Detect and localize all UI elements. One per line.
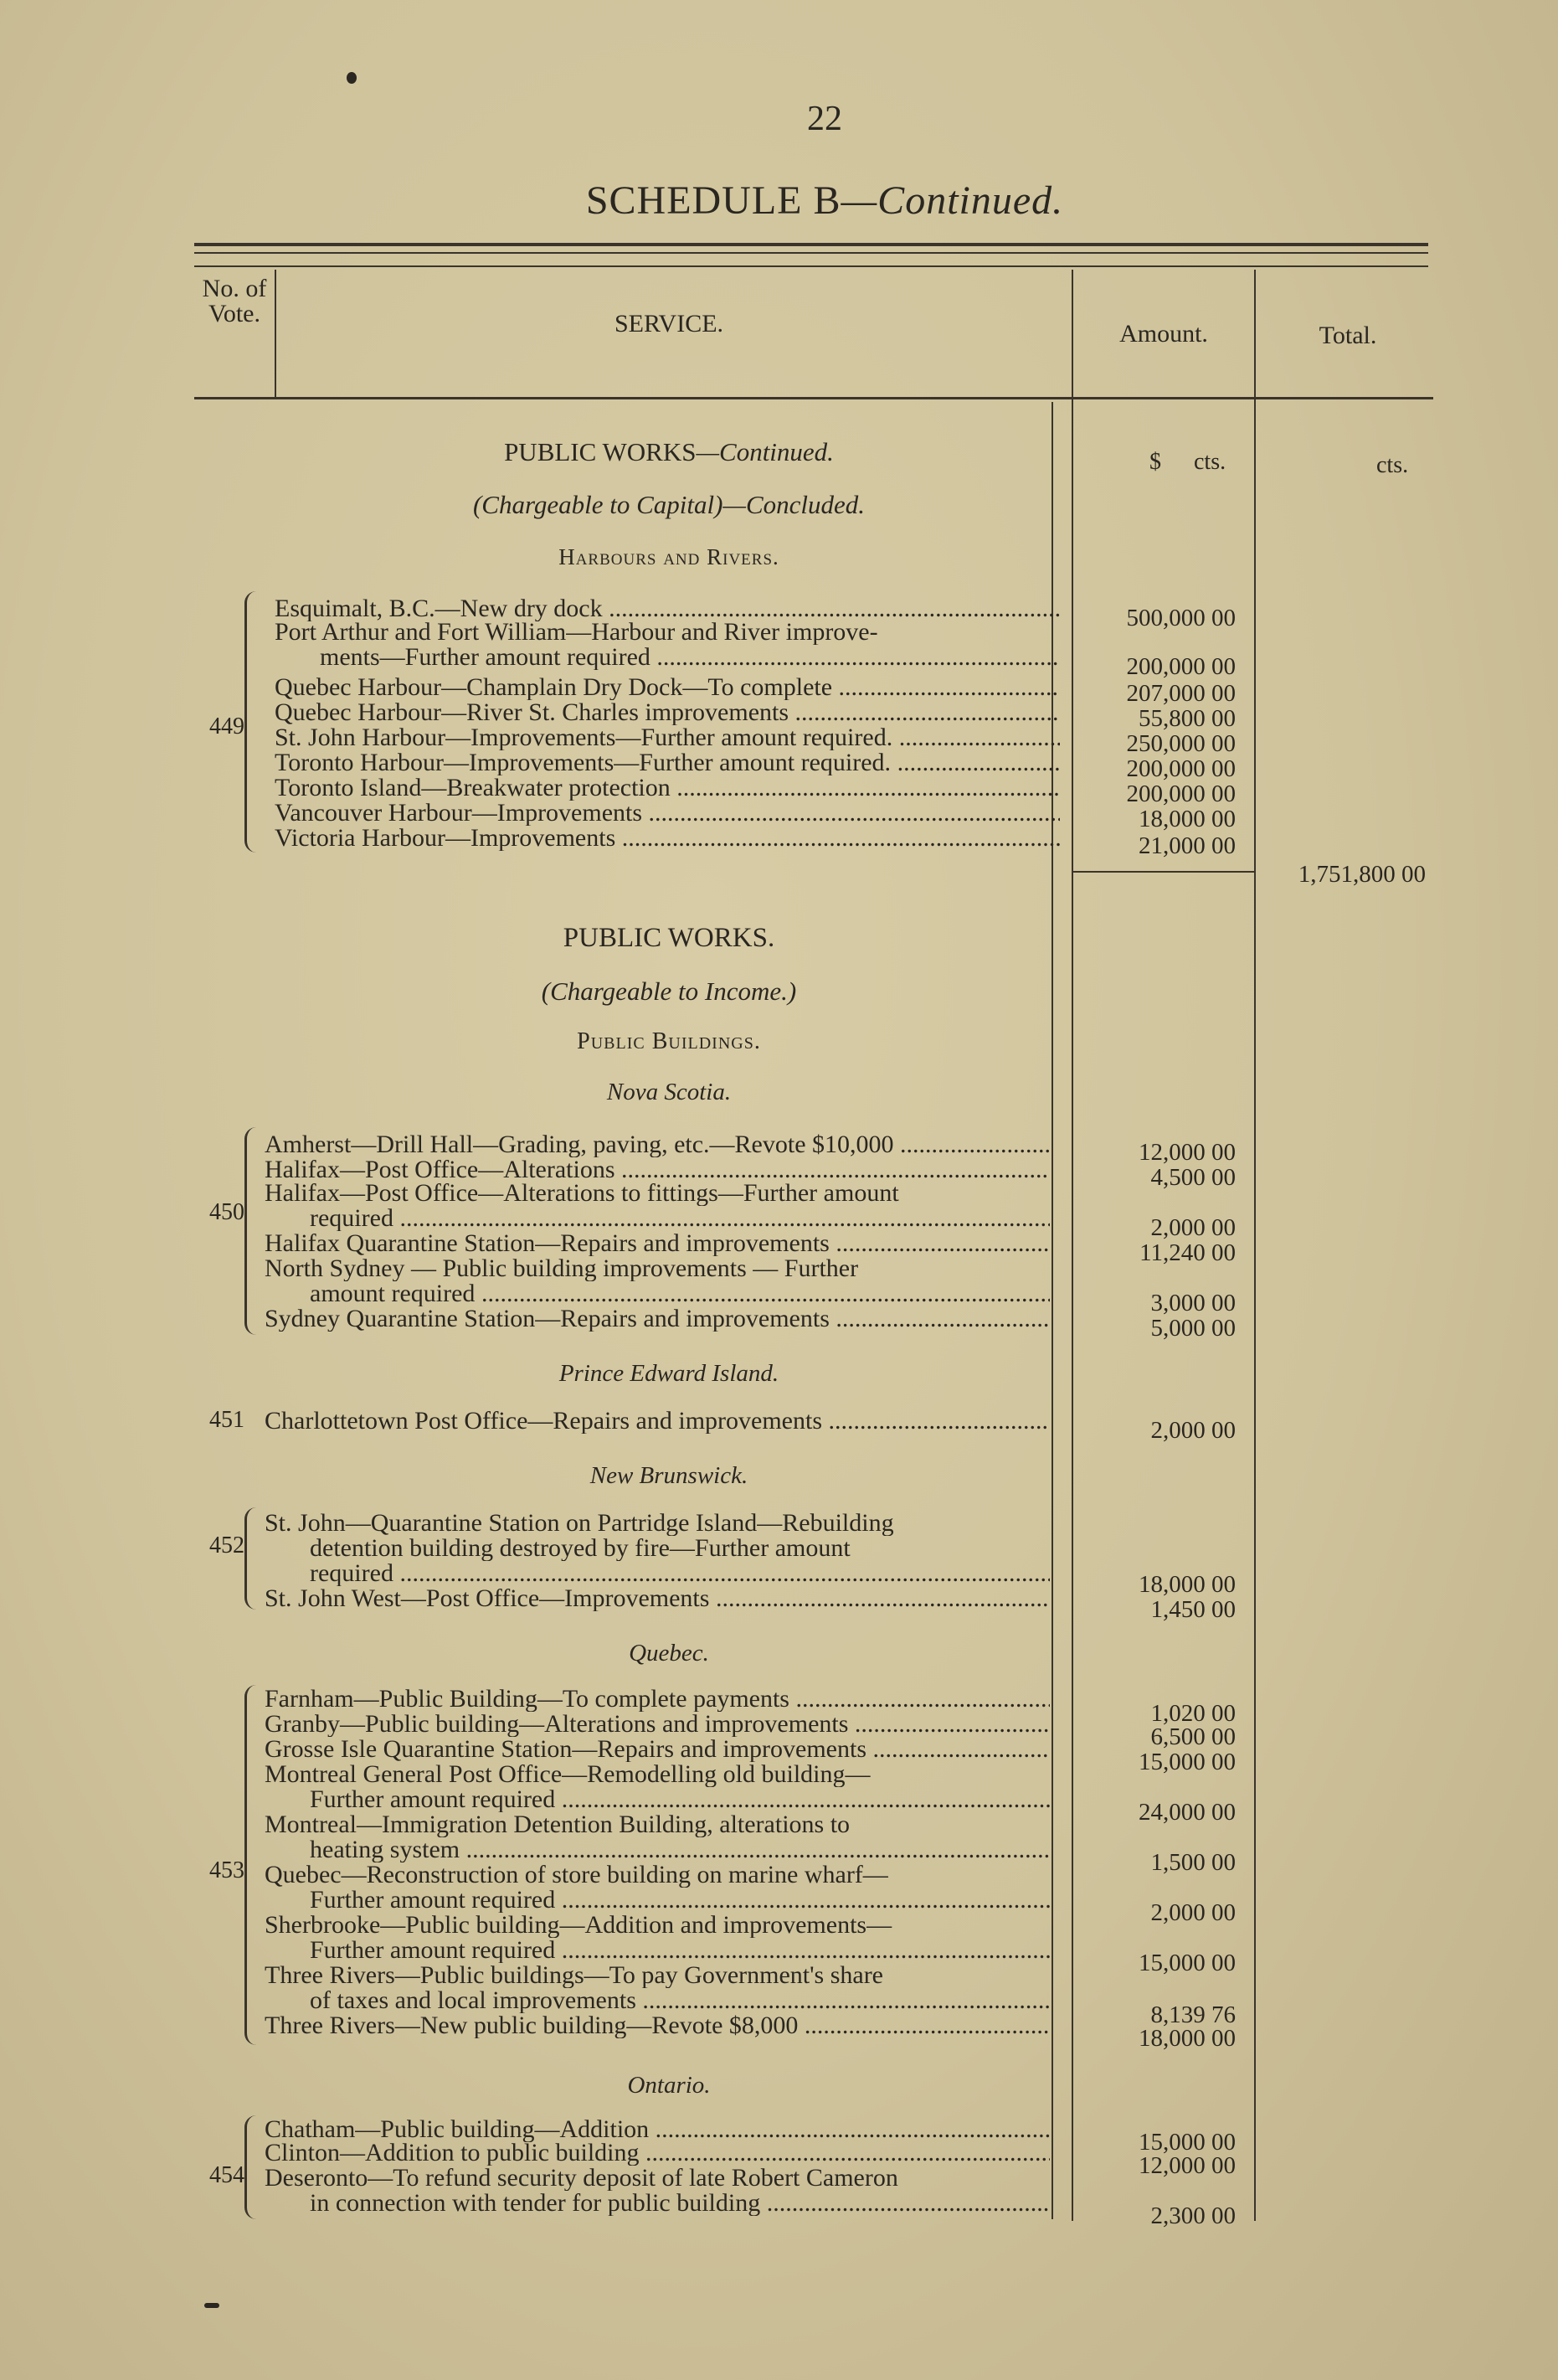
top-rule-thick	[194, 243, 1428, 246]
vote-number-451: 451	[209, 1407, 244, 1433]
line-item-amount: 250,000 00	[1126, 730, 1236, 757]
line-item-amount: 207,000 00	[1126, 680, 1236, 707]
line-item	[265, 1687, 1050, 1712]
line-item	[265, 1157, 1050, 1182]
line-item	[265, 1737, 1050, 1762]
line-item-text: Montreal General Post Office—Remodelling old building—	[265, 1762, 871, 1787]
line-item-amount: 15,000 00	[1139, 1950, 1236, 1976]
line-item-amount: 2,000 00	[1150, 1417, 1236, 1444]
vote-450-brace	[244, 1127, 260, 1335]
line-item-amount: 8,139 76	[1150, 2001, 1236, 2028]
line-item	[265, 2140, 1050, 2166]
line-item-text: Granby—Public building—Alterations and improvements .....	[265, 1712, 1050, 1737]
amount-column-right-rule	[1254, 270, 1256, 2221]
section-ontario: Ontario.	[627, 2072, 711, 2099]
line-item-amount: 1,450 00	[1150, 1596, 1236, 1623]
line-item-text: Three Rivers—Public buildings—To pay Government's share	[265, 1963, 883, 1988]
line-item-amount: 12,000 00	[1139, 1139, 1236, 1166]
line-item	[265, 1963, 1050, 2013]
header-amount: Amount.	[1119, 320, 1208, 348]
line-item-amount: 18,000 00	[1139, 806, 1236, 832]
line-item-amount: 2,000 00	[1150, 1899, 1236, 1926]
line-item	[265, 1586, 1050, 1611]
line-item-text: St. John West—Post Office—Improvements .....	[265, 1586, 1050, 1611]
line-item-text: Esquimalt, B.C.—New dry dock .....	[275, 596, 1060, 621]
section-nova-scotia: Nova Scotia.	[606, 1079, 732, 1105]
top-rule-thin	[194, 252, 1428, 254]
line-item-amount: 11,240 00	[1139, 1239, 1236, 1266]
vote-449-total: 1,751,800 00	[1298, 861, 1426, 888]
line-item	[265, 1231, 1050, 1256]
line-item-continuation: ments—Further amount required .....	[275, 645, 1060, 670]
line-item-continuation: required .....	[265, 1561, 1050, 1586]
line-item	[265, 1812, 1050, 1862]
line-item	[275, 725, 1060, 750]
line-item-text: Clinton—Addition to public building .....	[265, 2140, 1050, 2166]
line-item-continuation: Further amount required .....	[265, 1787, 1050, 1812]
line-item-text: Farnham—Public Building—To complete payments .....	[265, 1687, 1050, 1712]
section-sub-pw-income: (Chargeable to Income.)	[541, 976, 797, 1006]
line-item	[275, 596, 1060, 621]
line-item-text: Toronto Island—Breakwater protection .....	[275, 775, 1060, 801]
header-bottom-rule	[194, 397, 1433, 399]
section-heading-pw-capital: PUBLIC WORKS—Continued.	[504, 437, 834, 466]
line-item-amount: 18,000 00	[1139, 2025, 1236, 2052]
line-item-text: Sherbrooke—Public building—Addition and improvements—	[265, 1913, 892, 1938]
line-item-amount: 18,000 00	[1139, 1571, 1236, 1598]
line-item-amount: 1,500 00	[1150, 1849, 1236, 1876]
line-item	[265, 1511, 1050, 1586]
line-item-continuation: heating system .....	[265, 1837, 1050, 1862]
header-service: SERVICE.	[614, 310, 724, 337]
line-item	[265, 1409, 1050, 1434]
section-public-buildings: Public Buildings.	[577, 1028, 761, 1054]
line-item-amount: 15,000 00	[1139, 1749, 1236, 1775]
line-item	[265, 1762, 1050, 1812]
line-item-text: St. John Harbour—Improvements—Further amount required. .....	[275, 725, 1060, 750]
unit-cents: cts.	[1194, 449, 1226, 475]
header-vote: No. of Vote.	[202, 275, 267, 327]
line-item-text: Vancouver Harbour—Improvements .....	[275, 801, 1060, 826]
line-item-continuation: of taxes and local improvements .....	[265, 1988, 1050, 2013]
line-item-continuation: Further amount required .....	[265, 1888, 1050, 1913]
line-item-amount: 21,000 00	[1139, 832, 1236, 859]
vote-454-brace	[244, 2115, 260, 2219]
section-quebec: Quebec.	[629, 1640, 709, 1667]
line-item	[275, 750, 1060, 775]
line-item	[265, 2117, 1050, 2142]
line-item-text: Quebec Harbour—Champlain Dry Dock—To complete .....	[275, 675, 1060, 700]
line-item-text: Montreal—Immigration Detention Building, alterations to	[265, 1812, 851, 1837]
line-item-text: St. John—Quarantine Station on Partridge Island—Rebuilding	[265, 1511, 894, 1536]
line-item-amount: 200,000 00	[1126, 755, 1236, 782]
line-item-text: Halifax Quarantine Station—Repairs and improvements .....	[265, 1231, 1050, 1256]
section-sub-pw-capital: (Chargeable to Capital)—Concluded.	[472, 490, 866, 519]
line-item	[275, 620, 1060, 670]
ink-spot	[347, 72, 357, 84]
vote-453-brace	[244, 1685, 260, 2045]
line-item-text: Quebec Harbour—River St. Charles improvements .....	[275, 700, 1060, 725]
line-item-amount: 3,000 00	[1150, 1290, 1236, 1316]
line-item-text: Charlottetown Post Office—Repairs and improvements .....	[265, 1409, 1050, 1434]
line-item-text: Amherst—Drill Hall—Grading, paving, etc.—Revote $10,000 .....	[265, 1132, 1050, 1157]
schedule-title	[0, 178, 1558, 224]
line-item	[275, 775, 1060, 801]
unit-total-cents: cts.	[1376, 452, 1409, 478]
vote-449-brace	[244, 591, 260, 853]
ink-mark	[204, 2303, 219, 2308]
line-item	[275, 675, 1060, 700]
amount-column-left-rule	[1072, 270, 1073, 2221]
line-item	[265, 2013, 1050, 2038]
section-harbours: Harbours and Rivers.	[558, 544, 779, 569]
line-item	[265, 1913, 1050, 1963]
section-heading-pw-capital-cont: —Continued.	[696, 437, 834, 466]
line-item-amount: 2,000 00	[1150, 1214, 1236, 1241]
line-item-text: Toronto Harbour—Improvements—Further amount required. .....	[275, 750, 1060, 775]
vote-number-453: 453	[209, 1857, 244, 1883]
line-item-amount: 15,000 00	[1139, 2129, 1236, 2156]
line-item-amount: 500,000 00	[1126, 605, 1236, 631]
line-item-text: Halifax—Post Office—Alterations .....	[265, 1157, 1050, 1182]
line-item-continuation: amount required .....	[265, 1281, 1050, 1306]
line-item-amount: 2,300 00	[1150, 2202, 1236, 2229]
top-rule-thin-2	[194, 265, 1428, 267]
section-pei: Prince Edward Island.	[558, 1360, 779, 1387]
line-item-text: Victoria Harbour—Improvements .....	[275, 826, 1060, 851]
line-item-text: Grosse Isle Quarantine Station—Repairs and improvements .....	[265, 1737, 1050, 1762]
line-item	[265, 2166, 1050, 2216]
vote-number-454: 454	[209, 2162, 244, 2188]
vote-number-450: 450	[209, 1199, 244, 1225]
line-item	[275, 700, 1060, 725]
line-item-amount: 6,500 00	[1150, 1723, 1236, 1750]
section-new-brunswick: New Brunswick.	[589, 1462, 748, 1489]
line-item-text: Chatham—Public building—Addition .....	[265, 2117, 1050, 2142]
line-item-amount: 24,000 00	[1139, 1799, 1236, 1826]
page-number: 22	[807, 100, 842, 138]
line-item	[265, 1306, 1050, 1332]
line-item	[265, 1181, 1050, 1231]
vote-number-449: 449	[209, 713, 244, 739]
service-column-left-rule	[275, 270, 276, 397]
vote-number-452: 452	[209, 1533, 244, 1558]
line-item	[275, 801, 1060, 826]
line-item-text: Deseronto—To refund security deposit of late Robert Cameron	[265, 2166, 898, 2191]
line-item-amount: 200,000 00	[1126, 780, 1236, 807]
line-item-text: Three Rivers—New public building—Revote $8,000 .....	[265, 2013, 1050, 2038]
line-item-amount: 55,800 00	[1139, 705, 1236, 732]
line-item-continuation: required .....	[265, 1206, 1050, 1231]
section-heading-pw-income: PUBLIC WORKS.	[563, 923, 775, 953]
line-item-amount: 1,020 00	[1150, 1700, 1236, 1727]
line-item	[265, 1256, 1050, 1306]
line-item-amount: 12,000 00	[1139, 2152, 1236, 2179]
line-item-text: Sydney Quarantine Station—Repairs and improvements .....	[265, 1306, 1050, 1332]
line-item-continuation: detention building destroyed by fire—Further amount	[310, 1536, 851, 1561]
header-total: Total.	[1319, 322, 1377, 349]
line-item-amount: 5,000 00	[1150, 1315, 1236, 1342]
line-item-continuation: in connection with tender for public building .....	[265, 2191, 1050, 2216]
line-item	[265, 1712, 1050, 1737]
line-item	[275, 826, 1060, 851]
schedule-title-main: SCHEDULE B	[585, 178, 841, 223]
vote-452-brace	[244, 1507, 260, 1610]
line-item-text: Port Arthur and Fort William—Harbour and River improve-	[275, 620, 878, 645]
line-item	[265, 1132, 1050, 1157]
line-item-continuation: Further amount required .....	[265, 1938, 1050, 1963]
schedule-title-continued: —Continued.	[841, 178, 1064, 223]
line-item-amount: 4,500 00	[1150, 1164, 1236, 1191]
line-item-text: Quebec—Reconstruction of store building on marine wharf—	[265, 1862, 888, 1888]
subtotal-rule	[1073, 871, 1254, 873]
line-item-text: North Sydney — Public building improvements — Further	[265, 1256, 859, 1281]
line-item-amount: 200,000 00	[1126, 653, 1236, 680]
unit-dollars: $	[1149, 449, 1161, 475]
line-item-text: Halifax—Post Office—Alterations to fittings—Further amount	[265, 1181, 899, 1206]
line-item	[265, 1862, 1050, 1913]
